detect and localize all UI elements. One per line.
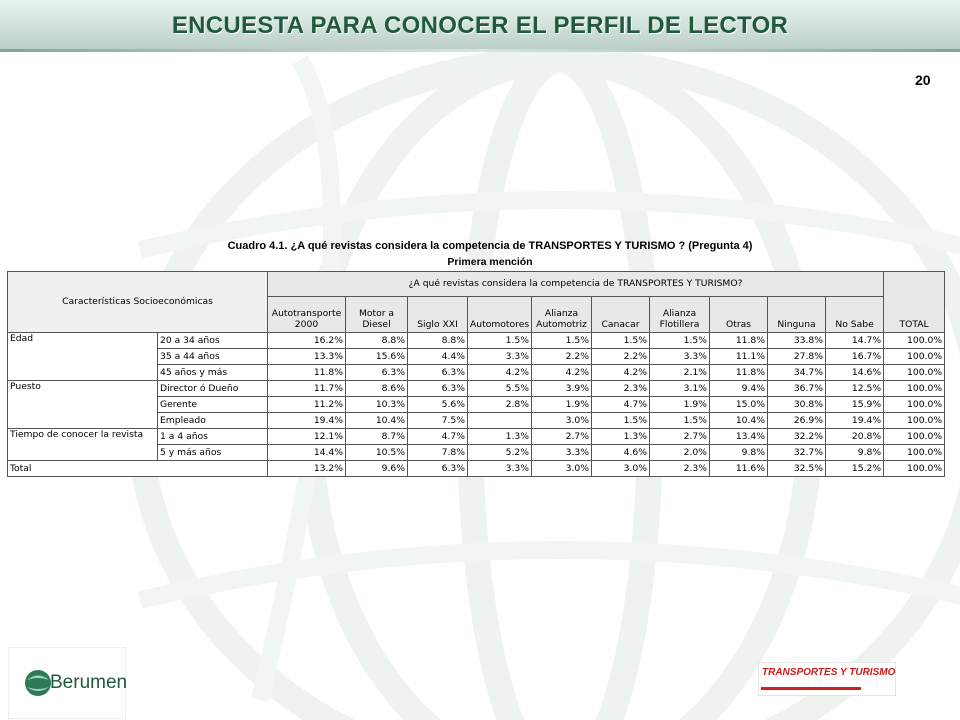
table-cell: 6.3%: [408, 461, 468, 477]
table-cell: 7.5%: [408, 413, 468, 429]
column-header: Autotransporte 2000: [268, 297, 346, 333]
table-cell: 1.5%: [650, 413, 710, 429]
row-group-label: Edad: [8, 333, 158, 381]
table-cell: 2.1%: [650, 365, 710, 381]
table-cell: 100.0%: [884, 461, 945, 477]
column-header-total: TOTAL: [884, 272, 945, 333]
table-cell: 12.5%: [826, 381, 884, 397]
row-category-label: 5 y más años: [158, 445, 268, 461]
table-cell: 13.2%: [268, 461, 346, 477]
table-cell: 100.0%: [884, 445, 945, 461]
table-cell: 10.5%: [346, 445, 408, 461]
table-cell: 14.4%: [268, 445, 346, 461]
table-cell: 13.4%: [710, 429, 768, 445]
table-cell: 8.8%: [408, 333, 468, 349]
column-header: Ninguna: [768, 297, 826, 333]
table-cell: 30.8%: [768, 397, 826, 413]
table-cell: 5.5%: [468, 381, 532, 397]
column-header: Canacar: [592, 297, 650, 333]
row-category-label: 45 años y más: [158, 365, 268, 381]
table-cell: 3.3%: [650, 349, 710, 365]
survey-table: [7, 271, 945, 477]
table-cell: 36.7%: [768, 381, 826, 397]
row-group-label: Puesto: [8, 381, 158, 429]
table-cell: 8.6%: [346, 381, 408, 397]
table-cell: 19.4%: [268, 413, 346, 429]
table-cell: 2.2%: [532, 349, 592, 365]
column-header: Siglo XXI: [408, 297, 468, 333]
table-cell: [468, 413, 532, 429]
berumen-logo-text: Berumen: [50, 672, 128, 693]
table-cell: 100.0%: [884, 381, 945, 397]
table-row: [8, 381, 945, 397]
table-cell: 2.2%: [592, 349, 650, 365]
table-cell: 13.3%: [268, 349, 346, 365]
table-cell: 14.6%: [826, 365, 884, 381]
table-cell: 11.8%: [268, 365, 346, 381]
page-title: ENCUESTA PARA CONOCER EL PERFIL DE LECTOR: [171, 12, 789, 39]
table-cell: 15.2%: [826, 461, 884, 477]
table-cell: 9.8%: [710, 445, 768, 461]
table-cell: 15.0%: [710, 397, 768, 413]
table-cell: 11.6%: [710, 461, 768, 477]
table-cell: 1.9%: [532, 397, 592, 413]
table-cell: 5.6%: [408, 397, 468, 413]
table-cell: 2.7%: [650, 429, 710, 445]
column-header: Otras: [710, 297, 768, 333]
table-caption: Cuadro 4.1. ¿A qué revistas considera la competencia de TRANSPORTES Y TURISMO ? (Pregunta 4): [227, 240, 753, 252]
table-cell: 3.3%: [468, 349, 532, 365]
total-label: Total: [8, 461, 268, 477]
table-cell: 6.3%: [408, 365, 468, 381]
table-cell: 32.7%: [768, 445, 826, 461]
table-cell: 4.2%: [468, 365, 532, 381]
table-cell: 16.2%: [268, 333, 346, 349]
column-header: Motor a Diesel: [346, 297, 408, 333]
table-cell: 19.4%: [826, 413, 884, 429]
table-cell: 1.3%: [468, 429, 532, 445]
row-category-label: 20 a 34 años: [158, 333, 268, 349]
table-cell: 2.3%: [592, 381, 650, 397]
row-category-label: 1 a 4 años: [158, 429, 268, 445]
table-cell: 1.5%: [592, 333, 650, 349]
table-cell: 3.0%: [592, 461, 650, 477]
table-cell: 11.7%: [268, 381, 346, 397]
table-cell: 6.3%: [346, 365, 408, 381]
row-category-label: Gerente: [158, 397, 268, 413]
table-cell: 10.4%: [710, 413, 768, 429]
page-number: 20: [915, 72, 931, 88]
table-cell: 4.2%: [532, 365, 592, 381]
table-cell: 20.8%: [826, 429, 884, 445]
table-cell: 1.5%: [468, 333, 532, 349]
table-cell: 6.3%: [408, 381, 468, 397]
table-cell: 1.3%: [592, 429, 650, 445]
column-header: No Sabe: [826, 297, 884, 333]
table-cell: 4.7%: [408, 429, 468, 445]
table-cell: 11.1%: [710, 349, 768, 365]
table-cell: 10.4%: [346, 413, 408, 429]
table-cell: 2.7%: [532, 429, 592, 445]
table-cell: 100.0%: [884, 397, 945, 413]
column-header: Alianza Flotillera: [650, 297, 710, 333]
table-cell: 3.1%: [650, 381, 710, 397]
question-header: ¿A qué revistas considera la competencia de TRANSPORTES Y TURISMO?: [268, 272, 884, 297]
table-cell: 32.2%: [768, 429, 826, 445]
table-cell: 4.2%: [592, 365, 650, 381]
table-cell: 26.9%: [768, 413, 826, 429]
table-cell: 33.8%: [768, 333, 826, 349]
table-cell: 100.0%: [884, 333, 945, 349]
table-cell: 8.8%: [346, 333, 408, 349]
table-cell: 2.8%: [468, 397, 532, 413]
table-cell: 100.0%: [884, 349, 945, 365]
table-cell: 100.0%: [884, 413, 945, 429]
table-cell: 15.6%: [346, 349, 408, 365]
table-cell: 34.7%: [768, 365, 826, 381]
table-cell: 11.2%: [268, 397, 346, 413]
table-row: [8, 429, 945, 445]
table-cell: 32.5%: [768, 461, 826, 477]
row-category-label: 35 a 44 años: [158, 349, 268, 365]
table-cell: 1.5%: [592, 413, 650, 429]
table-cell: 1.9%: [650, 397, 710, 413]
column-header: Automotores: [468, 297, 532, 333]
row-category-label: Director ó Dueño: [158, 381, 268, 397]
table-cell: 3.3%: [468, 461, 532, 477]
table-cell: 16.7%: [826, 349, 884, 365]
table-cell: 27.8%: [768, 349, 826, 365]
table-cell: 12.1%: [268, 429, 346, 445]
table-cell: 3.3%: [532, 445, 592, 461]
table-cell: 1.5%: [650, 333, 710, 349]
table-cell: 8.7%: [346, 429, 408, 445]
table-cell: 4.6%: [592, 445, 650, 461]
table-cell: 9.4%: [710, 381, 768, 397]
table-cell: 9.8%: [826, 445, 884, 461]
table-cell: 9.6%: [346, 461, 408, 477]
table-cell: 3.0%: [532, 413, 592, 429]
table-cell: 4.4%: [408, 349, 468, 365]
table-subcaption: Primera mención: [447, 256, 533, 268]
table-total-row: [8, 461, 945, 477]
table-cell: 100.0%: [884, 365, 945, 381]
table-cell: 4.7%: [592, 397, 650, 413]
table-cell: 2.3%: [650, 461, 710, 477]
row-category-label: Empleado: [158, 413, 268, 429]
table-cell: 10.3%: [346, 397, 408, 413]
table-cell: 7.8%: [408, 445, 468, 461]
row-group-label: Tiempo de conocer la revista: [8, 429, 158, 461]
table-cell: 3.9%: [532, 381, 592, 397]
table-cell: 5.2%: [468, 445, 532, 461]
table-cell: 100.0%: [884, 429, 945, 445]
table-cell: 15.9%: [826, 397, 884, 413]
table-cell: 3.0%: [532, 461, 592, 477]
table-cell: 11.8%: [710, 365, 768, 381]
table-cell: 1.5%: [532, 333, 592, 349]
transportes-logo-text: TRANSPORTES Y TURISMO: [762, 667, 896, 678]
column-header: Alianza Automotriz: [532, 297, 592, 333]
table-cell: 14.7%: [826, 333, 884, 349]
table-row: [8, 333, 945, 349]
table-cell: 2.0%: [650, 445, 710, 461]
table-cell: 11.8%: [710, 333, 768, 349]
corner-header: Características Socioeconómicas: [8, 272, 268, 333]
